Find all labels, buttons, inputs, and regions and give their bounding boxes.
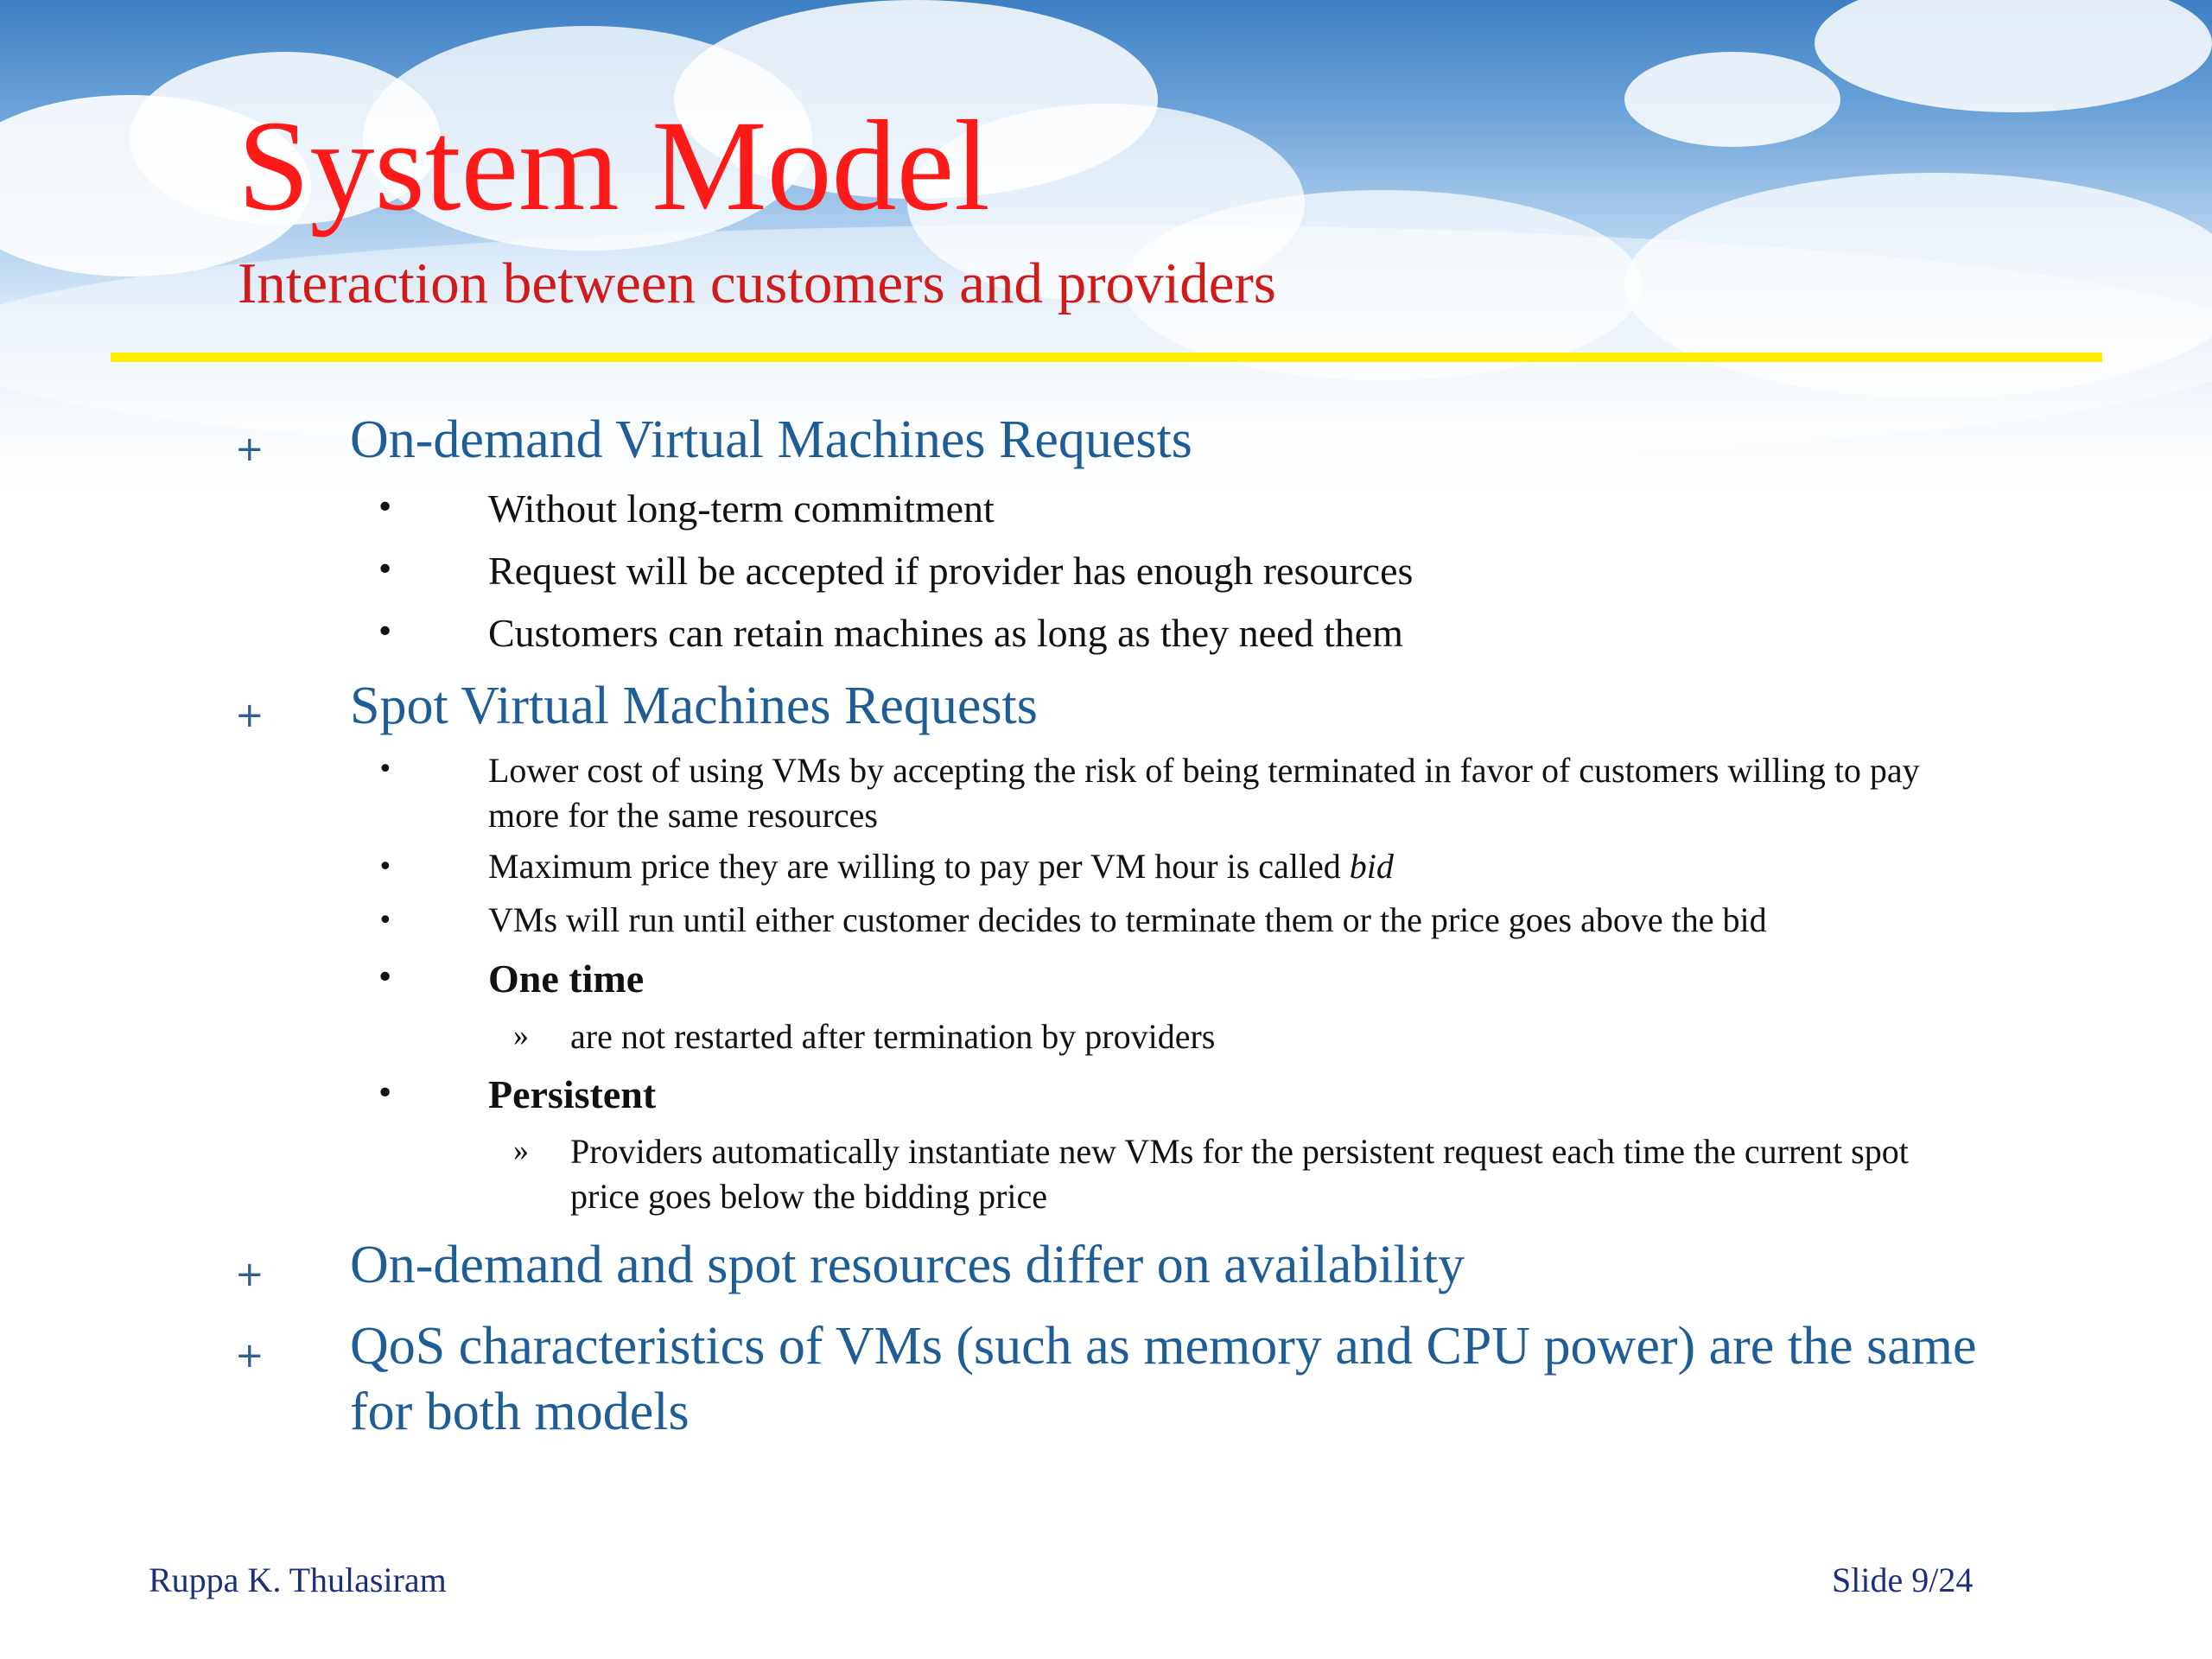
list-item: VMs will run until either customer decides to terminate them or the price goes above the bid: [488, 900, 1767, 939]
emphasis-text: bid: [1349, 847, 1394, 886]
list-item: [488, 844, 1394, 889]
sub-item: are not restarted after termination by providers: [570, 1017, 1216, 1056]
list-item: Without long-term commitment: [488, 486, 995, 531]
bullet-icon: •: [376, 1076, 395, 1111]
bullet-icon: •: [376, 960, 395, 995]
section-heading-on-demand: On-demand Virtual Machines Requests: [350, 410, 1192, 469]
list-item-line: more for the same resources: [488, 796, 878, 835]
bullet-icon: •: [378, 754, 393, 785]
bullet-icon: •: [376, 552, 395, 588]
section-heading-qos: QoS characteristics of VMs (such as memory and CPU power) are the same: [350, 1317, 1977, 1376]
bullet-icon: •: [376, 614, 395, 650]
bullet-icon: •: [378, 852, 393, 882]
list-item-line: Lower cost of using VMs by accepting the risk of being terminated in favor of customers willing to pay: [488, 751, 1920, 790]
section-heading-spot: Spot Virtual Machines Requests: [350, 677, 1038, 735]
plus-icon: +: [235, 696, 264, 735]
slide-subtitle: Interaction between customers and providers: [238, 251, 1276, 315]
section-heading-qos-continued: for both models: [350, 1382, 690, 1441]
footer-slide-number: Slide 9/24: [1832, 1560, 1974, 1599]
list-item: Customers can retain machines as long as they need them: [488, 611, 1403, 655]
raquo-icon: »: [513, 1018, 529, 1052]
raquo-icon: »: [513, 1133, 529, 1167]
footer-author: Ruppa K. Thulasiram: [149, 1560, 447, 1599]
bullet-icon: •: [378, 906, 393, 936]
section-heading-availability: On-demand and spot resources differ on availability: [350, 1236, 1465, 1294]
plus-icon: +: [235, 1255, 264, 1294]
title-divider: [111, 353, 2102, 362]
plus-icon: +: [235, 429, 264, 469]
sub-item-line: Providers automatically instantiate new VMs for the persistent request each time the current spot: [570, 1132, 1909, 1171]
list-item-text: Maximum price they are willing to pay per VM hour is called: [488, 847, 1350, 886]
list-item: Request will be accepted if provider has enough resources: [488, 549, 1414, 593]
bullet-icon: •: [376, 490, 395, 525]
sub-item-line: price goes below the bidding price: [570, 1177, 1048, 1216]
list-item-label-one-time: One time: [488, 957, 645, 1001]
slide-title: System Model: [238, 94, 990, 238]
list-item-label-persistent: Persistent: [488, 1072, 657, 1116]
plus-icon: +: [235, 1336, 264, 1376]
